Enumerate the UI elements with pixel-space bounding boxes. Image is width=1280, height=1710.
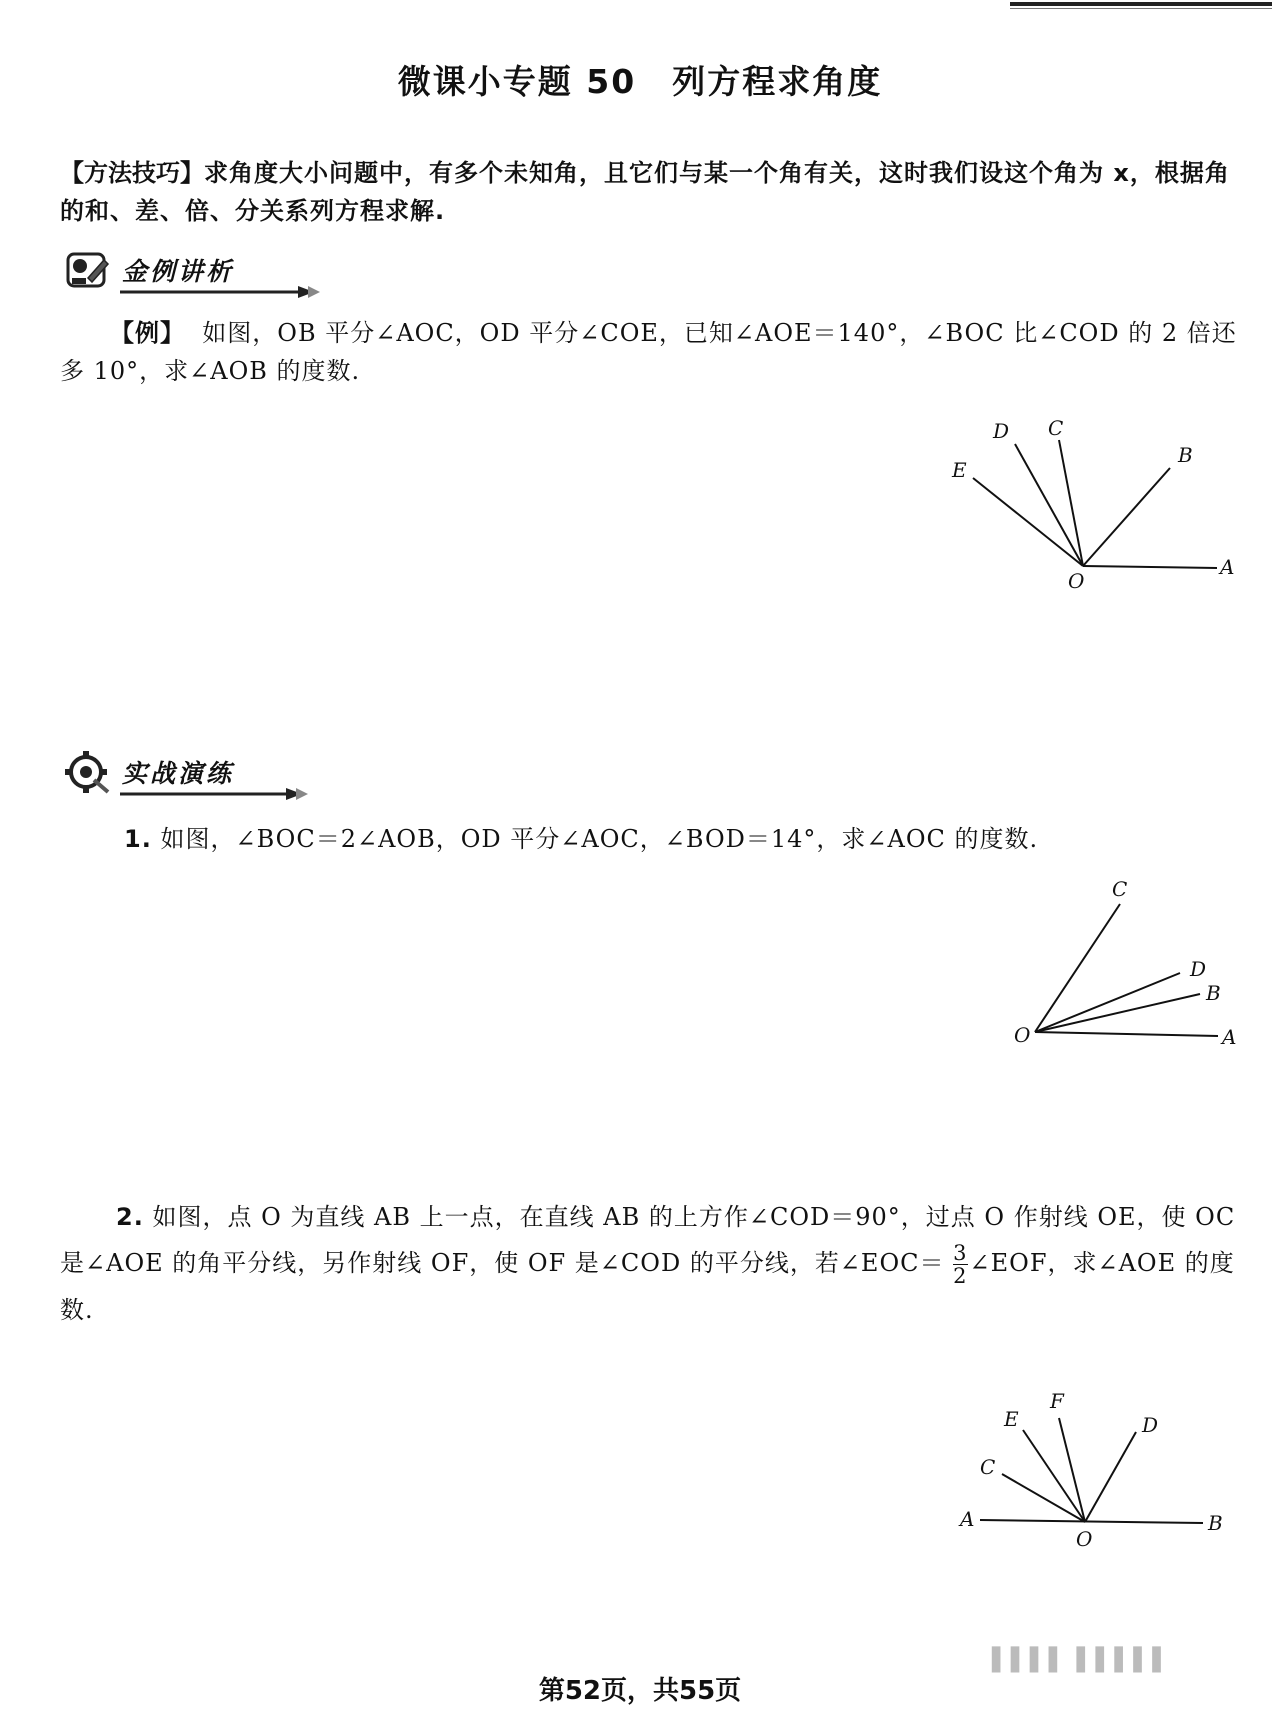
example-section-banner [64, 248, 324, 296]
ray-oc [1035, 904, 1120, 1032]
header-rule-thin [1010, 8, 1272, 9]
label-o: O [1068, 569, 1085, 593]
practice-heading: 实战演练 [122, 759, 235, 788]
label-e: E [952, 458, 967, 482]
ray-oc [1002, 1474, 1085, 1522]
label-b: B [1206, 981, 1221, 1005]
example-tag: 【例】 [110, 319, 185, 347]
problem-1-figure [1000, 872, 1260, 1072]
page-title [0, 56, 1280, 103]
ray-od [1035, 973, 1180, 1032]
label-c: C [980, 1455, 996, 1479]
label-c: C [1048, 416, 1064, 440]
problem-1 [60, 820, 1240, 858]
ray-oa [1035, 1032, 1218, 1036]
label-b: B [1178, 443, 1193, 467]
label-c: C [1112, 877, 1128, 901]
ray-of [1059, 1418, 1085, 1522]
label-a: A [960, 1507, 975, 1531]
example-text: 如图，OB 平分∠AOC，OD 平分∠COE，已知∠AOE＝140°，∠BOC 比∠COD 的 2 倍还多 10°，求∠AOB 的度数. [60, 319, 1237, 385]
problem-2 [60, 1194, 1240, 1333]
example-problem [60, 314, 1240, 390]
problem-2-text-after: ∠EOF，求∠AOE 的度数. [60, 1249, 1235, 1324]
ray-ob [1035, 994, 1200, 1032]
ray-od [1015, 444, 1083, 566]
ray-od [1085, 1432, 1136, 1522]
ray-oe [973, 478, 1083, 566]
label-d: D [1190, 957, 1207, 981]
problem-2-number: 2. [116, 1203, 144, 1231]
fraction-denominator: 2 [953, 1264, 968, 1288]
label-f: F [1050, 1389, 1064, 1413]
header-rule [1010, 2, 1272, 6]
label-o: O [1014, 1023, 1031, 1047]
label-a: A [1220, 555, 1235, 579]
example-figure [940, 410, 1240, 600]
label-d: D [993, 419, 1010, 443]
practice-gear-badge-icon [64, 750, 110, 794]
title-part-2: 列方程求角度 [672, 62, 883, 101]
method-body: 求角度大小问题中，有多个未知角，且它们与某一个角有关，这时我们设这个角为 x，根据角的和、差、倍、分关系列方程求解. [60, 159, 1230, 225]
example-badge-icon [64, 248, 110, 292]
fraction-numerator: 3 [953, 1241, 968, 1265]
problem-2-figure [950, 1370, 1230, 1560]
problem-1-number: 1. [124, 825, 152, 853]
problem-2-text-before: 如图，点 O 为直线 AB 上一点，在直线 AB 的上方作∠COD＝90°，过点 O 作射线 OE，使 OC 是∠AOE 的角平分线，另作射线 OF，使 OF 是∠COD 的平分线，若∠EOC＝ [60, 1203, 1236, 1277]
label-b: B [1208, 1511, 1223, 1535]
page-footer: 第52页，共55页 [538, 1676, 742, 1706]
example-heading: 金例讲析 [122, 257, 235, 286]
label-a: A [1222, 1025, 1237, 1049]
method-tips-paragraph [60, 154, 1240, 230]
fraction-three-halves [953, 1242, 967, 1287]
label-o: O [1076, 1527, 1093, 1551]
label-d: D [1142, 1413, 1159, 1437]
ray-ob [1083, 468, 1170, 566]
watermark: ▌▌▌▌ ▌▌▌▌▌ [992, 1648, 1172, 1673]
practice-heading-arrow-icon [120, 788, 320, 800]
method-tag: 【方法技巧】 [60, 159, 204, 187]
practice-section-banner [64, 750, 324, 798]
title-part-1: 微课小专题 50 [397, 62, 637, 101]
problem-1-text: 如图，∠BOC＝2∠AOB，OD 平分∠AOC，∠BOD＝14°，求∠AOC 的度数. [160, 825, 1039, 853]
line-ab [980, 1520, 1203, 1523]
example-heading-arrow-icon [120, 286, 320, 298]
ray-oa [1083, 566, 1217, 568]
ray-oe [1023, 1430, 1085, 1522]
ray-oc [1059, 440, 1083, 566]
label-e: E [1004, 1407, 1019, 1431]
